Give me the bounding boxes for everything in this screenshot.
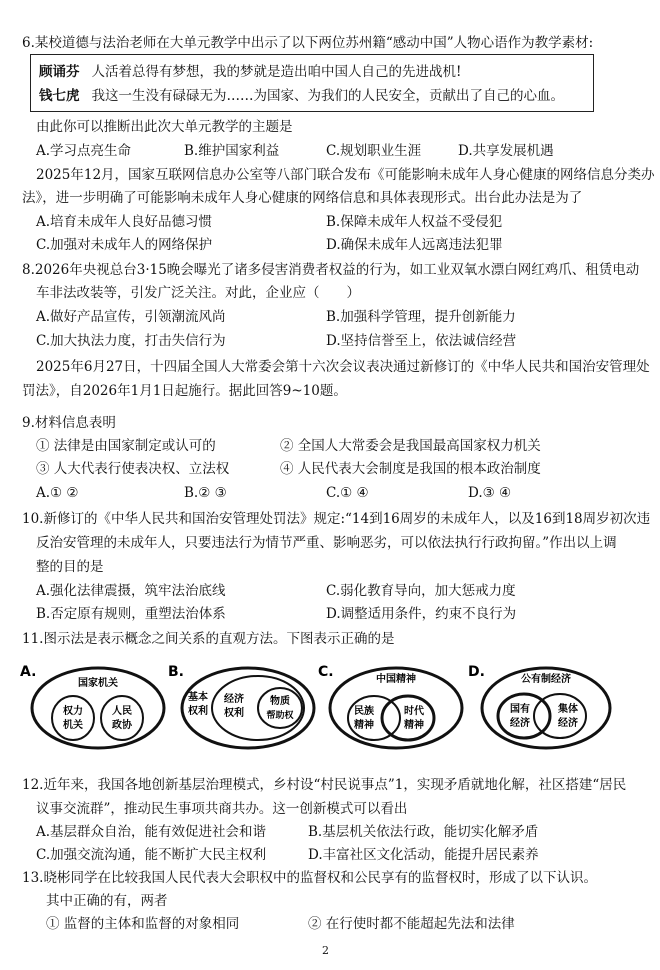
q12-line-1: 12.近年来，我国各地创新基层治理模式，乡村设“村民说事点”1，实现矛盾就地化解，社区搭建“居民	[22, 777, 627, 793]
right-label-1: 人民	[112, 706, 132, 717]
q9-statement-1: ① 法律是由国家制定或认可的	[36, 438, 216, 454]
q6-option-b[interactable]: B.维护国家利益	[184, 143, 280, 159]
diagram-letter: A.	[20, 664, 37, 680]
middle-label-1: 经济	[224, 694, 244, 705]
diagram-c-svg	[318, 656, 468, 756]
q13-stem: 13.晓彬同学在比较我国人民代表大会职权中的监督权和公民享有的监督权时，形成了以下认识。	[22, 870, 597, 886]
left-label-2: 经济	[510, 718, 530, 729]
left-label-1: 权力	[63, 706, 83, 717]
q8-option-d[interactable]: D.坚持信誉至上，依法诚信经营	[326, 333, 517, 349]
q7-option-b[interactable]: B.保障未成年人权益不受侵犯	[326, 214, 503, 230]
q11-diagram-a[interactable]	[18, 656, 168, 756]
outer-label-2: 权利	[188, 706, 208, 717]
diagram-letter: B.	[168, 664, 184, 680]
q9-option-d[interactable]: D.③ ④	[468, 485, 512, 501]
q7-line-2: 法》，进一步明确了可能影响未成年人身心健康的网络信息和具体表现形式。出台此办法是为了	[22, 190, 583, 206]
diagram-a-svg	[18, 656, 168, 756]
right-label-2: 政协	[112, 720, 132, 731]
q10-line-2: 反治安管理的未成年人，只要违法行为情节严重、影响恶劣，可以依法执行行政拘留。”作出以上调	[36, 535, 617, 551]
q6-option-d[interactable]: D.共享发展机遇	[458, 143, 554, 159]
quote-text: 我这一生没有碌碌无为……为国家、为我们的人民安全，贡献出了自己的心血。	[91, 88, 564, 104]
q11-diagram-b[interactable]	[168, 656, 318, 756]
material-line-2: 罚法》，自2026年1月1日起施行。据此回答9~10题。	[22, 383, 347, 399]
right-label-1: 时代	[404, 706, 424, 717]
q6-option-c[interactable]: C.规划职业生涯	[326, 143, 422, 159]
q7-option-a[interactable]: A.培育未成年人良好品德习惯	[36, 214, 213, 230]
q6-quote-1	[39, 63, 461, 81]
right-circle	[101, 696, 143, 740]
q7-option-c[interactable]: C.加强对未成年人的网络保护	[36, 237, 213, 253]
q10-line-3: 整的目的是	[36, 559, 104, 575]
inner-circle	[258, 688, 302, 728]
q9-option-b[interactable]: B.② ③	[184, 485, 227, 501]
inner-label-2: 帮助权	[266, 711, 294, 721]
quote-speaker: 顾诵芬	[39, 64, 80, 80]
q12-option-c[interactable]: C.加强交流沟通，能不断扩大民主权利	[36, 847, 267, 863]
q11-stem: 11.图示法是表示概念之间关系的直观方法。下图表示正确的是	[22, 631, 395, 647]
right-label-2: 经济	[558, 718, 578, 729]
q9-statement-3: ③ 人大代表行使表决权、立法权	[36, 461, 230, 477]
q9-option-a[interactable]: A.① ②	[36, 485, 79, 501]
inner-label-1: 物质	[270, 696, 290, 707]
diagram-d-svg	[468, 656, 618, 756]
q9-option-c[interactable]: C.① ④	[326, 485, 369, 501]
q7-option-d[interactable]: D.确保未成年人远离违法犯罪	[326, 237, 503, 253]
middle-label-2: 权利	[224, 708, 244, 719]
q9-statement-2: ② 全国人大常委会是我国最高国家权力机关	[280, 438, 541, 454]
left-label-2: 机关	[63, 720, 83, 731]
q10-option-d[interactable]: D.调整适用条件，约束不良行为	[326, 606, 517, 622]
left-label-1: 民族	[354, 706, 374, 717]
q13-sub: 其中正确的有，两者	[46, 893, 168, 909]
q11-diagram-d[interactable]	[468, 656, 618, 756]
q13-statement-2: ② 在行使时都不能超起先法和法律	[308, 916, 515, 932]
q6-stem: 6.某校道德与法治老师在大单元教学中出示了以下两位苏州籍“感动中国”人物心语作为教学素材:	[22, 35, 594, 51]
q6-option-a[interactable]: A.学习点亮生命	[36, 143, 132, 159]
left-circle	[52, 696, 94, 740]
q11-diagram-c[interactable]	[318, 656, 468, 756]
q8-option-c[interactable]: C.加大执法力度，打击失信行为	[36, 333, 226, 349]
q8-option-b[interactable]: B.加强科学管理，提升创新能力	[326, 309, 516, 325]
page-number: 2	[322, 944, 329, 957]
diagram-letter: C.	[318, 664, 334, 680]
q12-option-a[interactable]: A.基层群众自治，能有效促进社会和谐	[36, 824, 267, 840]
right-label-1: 集体	[558, 704, 578, 715]
right-circle	[382, 696, 434, 740]
diagram-letter: D.	[468, 664, 485, 680]
q10-option-b[interactable]: B.否定原有规则，重塑法治体系	[36, 606, 226, 622]
q12-option-d[interactable]: D.丰富社区文化活动，能提升居民素养	[308, 847, 539, 863]
q7-line-1: 2025年12月，国家互联网信息办公室等八部门联合发布《可能影响未成年人身心健康的网络信息分类办	[36, 167, 655, 183]
q10-option-c[interactable]: C.弱化教育导向，加大惩戒力度	[326, 583, 516, 599]
outer-label: 国家机关	[78, 678, 118, 689]
q9-stem: 9.材料信息表明	[22, 415, 116, 431]
left-label-1: 国有	[510, 704, 530, 715]
q8-option-a[interactable]: A.做好产品宣传，引领潮流风尚	[36, 309, 226, 325]
left-label-2: 精神	[354, 720, 374, 731]
q12-line-2: 议事交流群”，推动民生事项共商共办。这一创新模式可以看出	[36, 801, 408, 817]
q6-quote-box	[30, 54, 594, 112]
left-circle	[348, 696, 400, 740]
q11-diagrams	[18, 656, 638, 756]
q8-line-1: 8.2026年央视总台3·15晚会曝光了诸多侵害消费者权益的行为，如工业双氧水漂白网红鸡爪、租赁电动	[22, 262, 640, 278]
quote-speaker: 钱七虎	[39, 88, 80, 104]
q13-statement-1: ① 监督的主体和监督的对象相同	[46, 916, 240, 932]
material-line-1: 2025年6月27日，十四届全国人大常委会第十六次会议表决通过新修订的《中华人民共和国治安管理处	[36, 359, 650, 375]
diagram-b-svg	[168, 656, 318, 756]
q10-line-1: 10.新修订的《中华人民共和国治安管理处罚法》规定:“14到16周岁的未成年人，以及16到18周岁初次违	[22, 511, 651, 527]
q10-option-a[interactable]: A.强化法律震摄，筑牢法治底线	[36, 583, 226, 599]
q8-line-2: 车非法改装等，引发广泛关注。对此，企业应（ ）	[36, 285, 360, 301]
q9-statement-4: ④ 人民代表大会制度是我国的根本政治制度	[280, 461, 541, 477]
q6-question: 由此你可以推断出此次大单元教学的主题是	[36, 119, 293, 135]
q6-quote-2	[39, 87, 564, 105]
outer-label: 中国精神	[376, 674, 416, 685]
right-label-2: 精神	[404, 720, 424, 731]
q12-option-b[interactable]: B.基层机关依法行政，能切实化解矛盾	[308, 824, 539, 840]
quote-text: 人活着总得有梦想，我的梦就是造出咱中国人自己的先进战机!	[91, 64, 462, 80]
right-circle	[534, 694, 586, 738]
outer-label-1: 基本	[188, 692, 208, 703]
outer-label: 公有制经济	[521, 674, 571, 685]
